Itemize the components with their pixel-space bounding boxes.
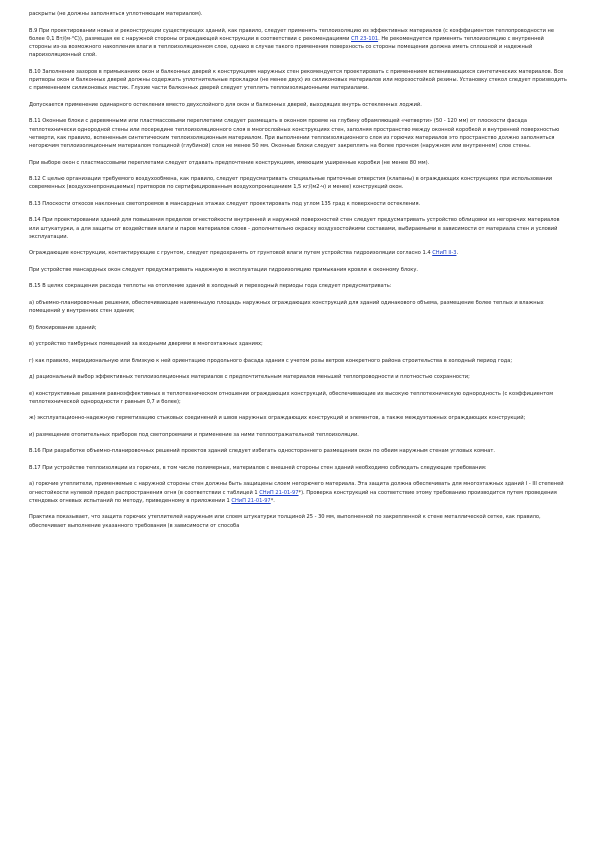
- paragraph-text: г) как правило, меридиональную или близкую к ней ориентацию продольного фасада здания с учетом розы ветров конкретного района строительства в холодный период года;: [29, 357, 513, 364]
- paragraph-p-double: [29, 101, 567, 109]
- paragraph-text: *.: [270, 497, 275, 504]
- paragraph-text: Практика показывает, что защита горючих утеплителей наружным или слоем штукатурки толщиной 25 - 30 мм, выполненной по закрепленной к стене металлической сетке, как правило, обеспечивает выполнение указанного требования (в зависимости от способа: [29, 514, 541, 529]
- paragraph-text: При устройстве мансардных окон следует предусматривать надежную в эксплуатации гидроизоляцию примыкания кровли к оконному блоку.: [29, 266, 418, 273]
- paragraph-p-b11: [29, 117, 567, 150]
- paragraph-text: *). Проверка конструкций на соответствие этому требованию производится путем проведения стендовых огневых испытаний по методу, приведенному в приложении 1: [29, 489, 557, 504]
- paragraph-p-plastic: [29, 159, 567, 167]
- paragraph-p-g: [29, 357, 567, 365]
- paragraph-p-v: [29, 340, 567, 348]
- paragraph-text: д) рациональный выбор эффективных теплоизоляционных материалов с предпочтительным материалов меньшей теплопроводности и плотностью сохранности;: [29, 374, 470, 380]
- paragraph-p-b12: [29, 175, 567, 192]
- paragraph-p-practice: [29, 513, 567, 530]
- paragraph-text: в) устройство тамбурных помещений за входными дверями в многоэтажных зданиях;: [29, 341, 263, 347]
- document-link[interactable]: СНиП 21-01-97: [231, 497, 271, 504]
- paragraph-p-top: [29, 10, 567, 18]
- paragraph-p-b9: [29, 27, 567, 60]
- paragraph-text: В.16 При разработке объемно-планировочных решений проектов зданий следует избегать одностороннего размещения окон по обеим наружным стенам угловых комнат.: [29, 448, 496, 455]
- paragraph-text: В.9 При проектировании новых и реконструкции существующих зданий, как правило, следует применять теплоизоляцию из эффективных материалов (с коэффициентом теплопроводности не более 0,1 Вт/(м·°С)), размещая ее с наружной стороны ограждающей конструкции в соответствии с рекомендациями: [29, 27, 555, 42]
- paragraph-text: При выборе окон с пластмассовыми переплетами следует отдавать предпочтение конструкциям, имеющим уширенные коробки (не менее 80 мм).: [29, 159, 430, 166]
- paragraph-text: а) горючие утеплители, применяемые с наружной стороны стен должны быть защищены слоем негорючего материала. Эта защита должна обеспечивать для многоэтажных зданий I - III степеней огнестойкости нулевой предел распространения огня (в соответствии с таблицей 1: [29, 481, 564, 496]
- paragraph-text: а) объемно-планировочные решения, обеспечивающие наименьшую площадь наружных ограждающих конструкций для зданий одинакового объема, размещение более теплых и влажных помещений у внутренних стен здания;: [29, 299, 544, 314]
- paragraph-text: е) конструктивные решения равноэффективных в теплотехническом отношении ограждающих конструкций, обеспечивающие их высокую теплотехническую однородность (с коэффициентом теплотехнической однородности r равным 0,7 и более);: [29, 390, 554, 405]
- paragraph-p-b10: [29, 68, 567, 93]
- paragraph-p-d: [29, 373, 567, 381]
- document-link[interactable]: СНиП 21-01-97: [259, 489, 299, 496]
- paragraph-text: и) размещение отопительных приборов под светопроемами и применение за ними теплоотражательной теплоизоляции.: [29, 431, 359, 438]
- paragraph-text: В.13 Плоскости откосов наклонных светопроемов в мансардных этажах следует проектировать под углом 135 град к поверхности остекления.: [29, 200, 421, 207]
- paragraph-p-a: [29, 299, 567, 316]
- paragraph-text: Допускается применение одинарного остекления вместо двухслойного для окон и балконных дверей, выходящих внутрь остекленных лоджий.: [29, 101, 422, 108]
- paragraph-p-attic: [29, 266, 567, 274]
- document-link[interactable]: СНиП II-3: [432, 250, 457, 257]
- document-link[interactable]: СП 23-101: [351, 35, 379, 42]
- paragraph-text: В.17 При устройстве теплоизоляции из горючих, в том числе полимерных, материалов с внешней стороны стен зданий необходимо соблюдать следующие требования:: [29, 464, 487, 471]
- paragraph-text: раскрыты (не должны заполняться уплотняющим материалом).: [29, 11, 203, 17]
- paragraph-p-zh: [29, 414, 567, 422]
- paragraph-text: . Не рекомендуется применять теплоизоляцию с внутренней стороны из-за возможного накопления влаги в теплоизоляционном слое, однако в случае такого применения поверхность со стороны помещения должна иметь сплошной и надежный пароизоляционный слой.: [29, 35, 544, 59]
- paragraph-p-ground: [29, 249, 567, 257]
- paragraph-p-b17: [29, 464, 567, 472]
- paragraph-p-e: [29, 390, 567, 407]
- paragraph-text: В.10 Заполнение зазоров в примыканиях окон и балконных дверей к конструкциям наружных стен рекомендуется проектировать с применением вспенивающихся синтетических материалов. Все притворы окон и балконных дверей должны содержать уплотнительные прокладки (не менее двух) из силиконовых материалов или морозостойкой резины. Установку стекол следует производить с применением силиконовых мастик. Глухие части балконных дверей следует утеплять теплоизоляционными материалами.: [29, 68, 567, 92]
- paragraph-p-b13: [29, 200, 567, 208]
- paragraph-p-b16: [29, 447, 567, 455]
- paragraph-p-z: [29, 431, 567, 439]
- paragraph-p-b: [29, 324, 567, 332]
- paragraph-p-b15: [29, 282, 567, 290]
- paragraph-text: ж) эксплуатационно-надежную герметизацию стыковых соединений и швов наружных ограждающих конструкций и элементов, а также междуэтажных ограждающих конструкций;: [29, 415, 526, 422]
- paragraph-p-b14: [29, 216, 567, 241]
- paragraph-text: Ограждающие конструкции, контактирующие с грунтом, следует предохранять от грунтовой влаги путем устройства гидроизоляции согласно 1.4: [29, 250, 433, 257]
- paragraph-text: В.11 Оконные блоки с деревянными или пластмассовыми переплетами следует размещать в оконном проеме на глубину обрамляющей «четверти» (50 - 120 мм) от плоскости фасада теплотехнически однородной стены или посередине теплоизоляционного слоя в многослойных конструкциях стен, заполняя пространство между оконной коробкой и внутренней поверхностью четверти, как правило, вспененным синтетическим теплоизоляционным материалом. При выполнении теплоизоляционного слоя из горючих материалов это пространство должно заполняться негорючим теплоизоляционным материалом толщиной (глубиной) слоя не менее 50 мм. Оконные блоки следует закреплять на более прочном (наружном или внутреннем) слое стены.: [29, 118, 560, 149]
- paragraph-p-a2: [29, 480, 567, 505]
- paragraph-text: В.15 В целях сокращения расхода теплоты на отопление зданий в холодный и переходный периоды года следует предусматривать:: [29, 283, 392, 290]
- paragraph-text: .: [456, 250, 459, 257]
- paragraph-text: В.14 При проектировании зданий для повышения пределов огнестойкости внутренней и наружной поверхностей стен следует предусматривать устройство облицовки из негорючих материалов или штукатурки, а для защиты от воздействия влаги и паров материалов слоев - дополнительно окраску воздухостойкими составами, выбираемыми в зависимости от материала стен и условий эксплуатации.: [29, 217, 560, 240]
- paragraph-text: В.12 С целью организации требуемого воздухообмена, как правило, следует предусматривать специальные приточные отверстия (клапаны) в ограждающих конструкциях при использовании современных (воздухонепроницаемых) притворов по сертифицированным воздухопроницанием 1,5 кг/(м2·ч) и менее) конструкций окон.: [29, 176, 553, 191]
- paragraph-text: б) блокирование зданий;: [29, 324, 97, 331]
